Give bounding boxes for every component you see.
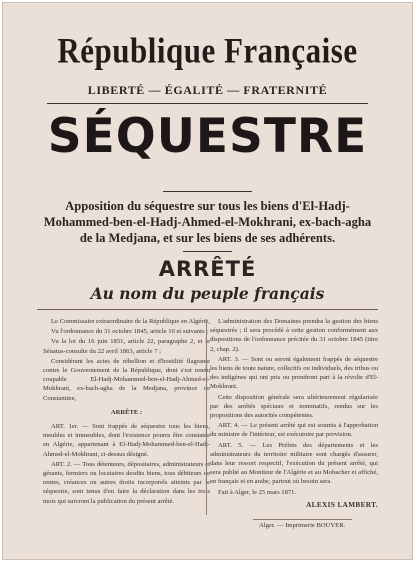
body-column-right <box>210 317 378 511</box>
article-2: ART. 2. — Tous détenteurs, dépositaires, administrateurs et gérants, fermiers ou locataires desdits biens, tous débiteurs de rentes, créances ou autres droits incorporels atteints par le séquestre, sont tenus d'en faire la déclaration dans les trois mois qui suivront la publication du présent arrêté. <box>43 460 210 505</box>
poster-subtitle: Apposition du séquestre sur tous les biens d'El-Hadj-Mohammed-ben-el-Hadj-Ahmed-el-Mokhrani, ex-bach-agha de la Medjana, et sur les biens de ses adhérents. <box>43 199 372 245</box>
paragraph: Vu la loi du 16 juin 1851, article 22, paragraphe 2, et le Sénatus-consulte du 22 avril 1863, article 7 ; <box>43 338 210 355</box>
poster-sheet <box>2 2 413 560</box>
column-divider <box>206 319 207 515</box>
date-line: Fait à Alger, le 25 mars 1871. <box>218 488 297 496</box>
printer-credit: Alger. — Imprimerie BOUYER. <box>259 522 346 529</box>
article-4: ART. 4. — Le présent arrêté qui est soumis à l'approbation du ministre de l'intérieur, est exécutoire par provision. <box>210 422 378 439</box>
paragraph: L'administration des Domaines prendra la gestion des biens séquestrés ; il sera procédé à cette gestion conformément aux dispositions de l'ordonnance précitée du 31 octobre 1845 (titre 2, chap. 2). <box>210 318 378 353</box>
article-1: ART. 1er. — Sont frappés de séquestre tous les biens, meubles et immeubles, dont l'existence pourra être constatée en Algérie, appartenant à El-Hadj-Mohammed-ben-el-Hadj-Ahmed-el-Mokhrani, ci-dessus désigné. <box>43 423 210 458</box>
motto: LIBERTÉ — ÉGALITÉ — FRATERNITÉ <box>87 83 328 97</box>
arrete-subheading: ARRÊTE : <box>110 408 143 416</box>
article-5: ART. 5. — Les Préfets des départements et les administrateurs du territoire militaire sont chargés d'assurer, dans leur ressort respectif, l'exécution du présent arrêté, qui sera publié au Moniteur de l'Algérie et au Mobacher et affiché, en français et en arabe, partout où besoin sera. <box>210 441 378 486</box>
divider <box>37 309 378 310</box>
article-3: ART. 3. — Sont ou seront également frappés de séquestre les biens de toute nature, collectifs ou individuels, des tribus ou des indigènes qui ont pris ou prendront part à la révolte d'El-Mokhrani. <box>210 355 378 391</box>
divider <box>253 519 352 520</box>
divider <box>183 251 232 252</box>
divider <box>163 191 252 192</box>
signature: ALEXIS LAMBERT. <box>306 500 378 509</box>
paragraph: Considérant les actes de rébellion et d'hostilité flagrante contre le Gouvernement de la République, dont s'est rendu coupable El-Hadj-Mohammed-ben-el-Hadj-Ahmed-el-Mokhrani, ex-bach-agha de la Medjana, province de Constantine, <box>43 357 210 402</box>
paragraph: Vu l'ordonnance du 31 octobre 1845, article 10 et suivants ; <box>51 328 208 336</box>
poster-title: SÉQUESTRE <box>47 109 368 164</box>
arrete-heading: ARRÊTÉ <box>158 257 257 281</box>
paragraph: Cette disposition générale sera ultérieurement régularisée par des arrêtés spéciaux et nominatifs, rendus sur les propositions des autorités compétentes. <box>210 393 378 420</box>
body-column-left <box>43 317 210 507</box>
republic-heading: République Française <box>57 30 358 71</box>
divider <box>47 103 368 104</box>
paragraph: Le Commissaire extraordinaire de la République en Algérie, <box>51 318 210 325</box>
au-nom-heading: Au nom du peuple français <box>90 284 325 303</box>
